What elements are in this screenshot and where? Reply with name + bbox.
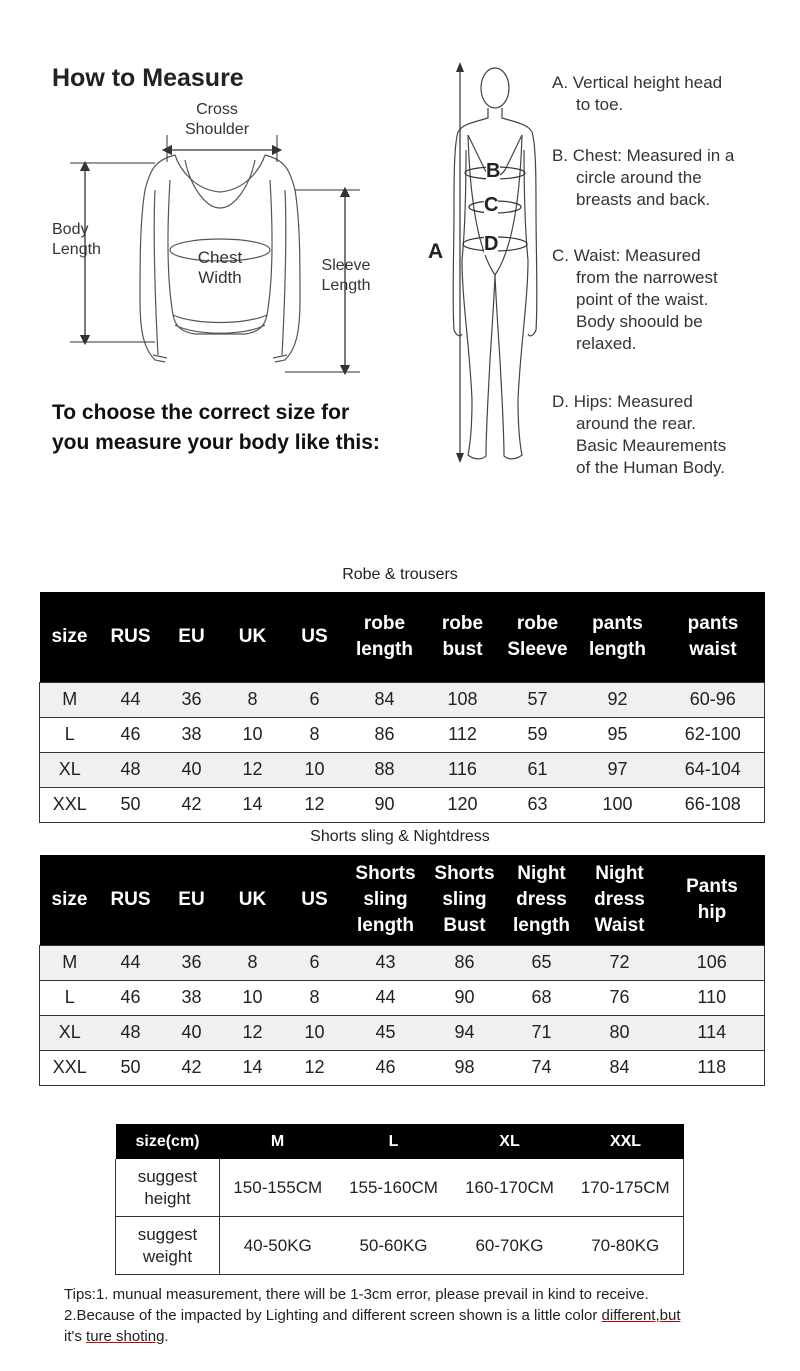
point-b-label: B bbox=[486, 160, 501, 182]
table-cell: 120 bbox=[424, 787, 502, 822]
table1-header-row bbox=[40, 592, 765, 682]
table-cell: 12 bbox=[284, 1050, 346, 1085]
table-cell: 98 bbox=[426, 1050, 504, 1085]
table-cell: 10 bbox=[222, 717, 284, 752]
table-cell: 94 bbox=[426, 1015, 504, 1050]
table-cell: 80 bbox=[580, 1015, 660, 1050]
table-cell: 12 bbox=[222, 752, 284, 787]
table-cell: 48 bbox=[100, 752, 162, 787]
table-cell: 8 bbox=[222, 682, 284, 717]
table-cell: 155-160CM bbox=[336, 1159, 452, 1217]
column-header: M bbox=[220, 1124, 336, 1159]
column-header: US bbox=[284, 592, 346, 682]
table-cell: 50 bbox=[100, 1050, 162, 1085]
table-cell: 57 bbox=[502, 682, 574, 717]
table-cell: 90 bbox=[426, 980, 504, 1015]
table-cell: 112 bbox=[424, 717, 502, 752]
table-cell: 118 bbox=[660, 1050, 765, 1085]
table-cell: 62-100 bbox=[662, 717, 765, 752]
shorts-nightdress-size-table bbox=[39, 855, 765, 1086]
table-cell: 6 bbox=[284, 945, 346, 980]
column-header: robe length bbox=[346, 592, 424, 682]
table-cell: 150-155CM bbox=[220, 1159, 336, 1217]
table-cell: 40 bbox=[162, 1015, 222, 1050]
table-cell: XL bbox=[40, 752, 100, 787]
table-cell: 92 bbox=[574, 682, 662, 717]
column-header: Pants hip bbox=[660, 855, 765, 945]
table-cell: L bbox=[40, 717, 100, 752]
column-header: Night dress length bbox=[504, 855, 580, 945]
table-cell: 12 bbox=[284, 787, 346, 822]
table-row bbox=[40, 980, 765, 1015]
choose-size-instruction: To choose the correct size for you measure your body like this: bbox=[52, 401, 380, 454]
table-cell: 84 bbox=[346, 682, 424, 717]
table-cell: 76 bbox=[580, 980, 660, 1015]
table-cell: 95 bbox=[574, 717, 662, 752]
column-header: RUS bbox=[100, 855, 162, 945]
table-cell: 12 bbox=[222, 1015, 284, 1050]
table-row bbox=[40, 752, 765, 787]
table-cell: 61 bbox=[502, 752, 574, 787]
table-row bbox=[40, 1015, 765, 1050]
table-cell: 106 bbox=[660, 945, 765, 980]
table-cell: 63 bbox=[502, 787, 574, 822]
column-header: size bbox=[40, 855, 100, 945]
column-header: robe bust bbox=[424, 592, 502, 682]
table-cell: 42 bbox=[162, 1050, 222, 1085]
table-cell: 44 bbox=[346, 980, 426, 1015]
table-cell: 40 bbox=[162, 752, 222, 787]
table-cell: XXL bbox=[40, 1050, 100, 1085]
table-cell: 38 bbox=[162, 980, 222, 1015]
body-length-label: Body Length bbox=[52, 221, 101, 258]
row-label: suggest weight bbox=[116, 1217, 220, 1275]
table-cell: 60-70KG bbox=[452, 1217, 568, 1275]
table-cell: 116 bbox=[424, 752, 502, 787]
column-header: Shorts sling length bbox=[346, 855, 426, 945]
table-cell: 88 bbox=[346, 752, 424, 787]
table-cell: 43 bbox=[346, 945, 426, 980]
sleeve-length-label: Sleeve Length bbox=[321, 257, 371, 294]
column-header: Night dress Waist bbox=[580, 855, 660, 945]
table-cell: 8 bbox=[222, 945, 284, 980]
table-cell: 160-170CM bbox=[452, 1159, 568, 1217]
column-header: pants length bbox=[574, 592, 662, 682]
table-cell: 48 bbox=[100, 1015, 162, 1050]
table-cell: L bbox=[40, 980, 100, 1015]
desc-waist: C. Waist: Measured from the narrowest point of the waist. Body shoould be relaxed. bbox=[552, 246, 718, 353]
table1-caption: Robe & trousers bbox=[342, 566, 458, 583]
table-cell: 36 bbox=[162, 945, 222, 980]
table-cell: 42 bbox=[162, 787, 222, 822]
table-cell: 71 bbox=[504, 1015, 580, 1050]
table-cell: 59 bbox=[502, 717, 574, 752]
column-header: EU bbox=[162, 855, 222, 945]
table-cell: 68 bbox=[504, 980, 580, 1015]
desc-vertical-height: A. Vertical height head to toe. bbox=[552, 73, 723, 114]
table-cell: 46 bbox=[100, 980, 162, 1015]
table-row bbox=[116, 1159, 684, 1217]
table-cell: 46 bbox=[100, 717, 162, 752]
robe-trousers-size-table bbox=[39, 592, 765, 823]
table-cell: 84 bbox=[580, 1050, 660, 1085]
column-header: Shorts sling Bust bbox=[426, 855, 504, 945]
table-cell: 8 bbox=[284, 980, 346, 1015]
table-cell: XXL bbox=[40, 787, 100, 822]
point-d-label: D bbox=[484, 233, 499, 255]
table-cell: 36 bbox=[162, 682, 222, 717]
column-header: robe Sleeve bbox=[502, 592, 574, 682]
table-cell: 40-50KG bbox=[220, 1217, 336, 1275]
table-row bbox=[116, 1217, 684, 1275]
desc-hips: D. Hips: Measured around the rear. Basic Meaurements of the Human Body. bbox=[552, 392, 727, 477]
table-cell: 50-60KG bbox=[336, 1217, 452, 1275]
table-cell: 86 bbox=[346, 717, 424, 752]
table-cell: 44 bbox=[100, 682, 162, 717]
table-cell: 65 bbox=[504, 945, 580, 980]
table-cell: 8 bbox=[284, 717, 346, 752]
table-cell: 45 bbox=[346, 1015, 426, 1050]
column-header: UK bbox=[222, 855, 284, 945]
column-header: size bbox=[40, 592, 100, 682]
column-header: US bbox=[284, 855, 346, 945]
column-header: size(cm) bbox=[116, 1124, 220, 1159]
page-title: How to Measure bbox=[52, 64, 244, 92]
row-label: suggest height bbox=[116, 1159, 220, 1217]
suggest-header-row bbox=[116, 1124, 684, 1159]
table-cell: 70-80KG bbox=[568, 1217, 684, 1275]
table-cell: 46 bbox=[346, 1050, 426, 1085]
point-c-label: C bbox=[484, 194, 499, 216]
table-cell: M bbox=[40, 682, 100, 717]
table-row bbox=[40, 717, 765, 752]
table-row bbox=[40, 945, 765, 980]
table-cell: 10 bbox=[284, 752, 346, 787]
table-cell: 10 bbox=[284, 1015, 346, 1050]
table-cell: M bbox=[40, 945, 100, 980]
table-cell: 64-104 bbox=[662, 752, 765, 787]
column-header: pants waist bbox=[662, 592, 765, 682]
table-cell: 60-96 bbox=[662, 682, 765, 717]
table-cell: 6 bbox=[284, 682, 346, 717]
tips-text: Tips:1. munual measurement, there will be 1-3cm error, please prevail in kind to receive. 2.Because of the impacted by Lighting and different screen shown is a little color different,but it's ture shoting. bbox=[64, 1286, 681, 1345]
table-cell: 74 bbox=[504, 1050, 580, 1085]
table2-header-row bbox=[40, 855, 765, 945]
table-row bbox=[40, 787, 765, 822]
table-cell: 14 bbox=[222, 787, 284, 822]
table-cell: 90 bbox=[346, 787, 424, 822]
table-cell: 10 bbox=[222, 980, 284, 1015]
human-body-diagram bbox=[440, 60, 550, 470]
table-cell: 38 bbox=[162, 717, 222, 752]
table-cell: 72 bbox=[580, 945, 660, 980]
table-cell: XL bbox=[40, 1015, 100, 1050]
chest-width-label: Chest Width bbox=[197, 248, 243, 287]
column-header: UK bbox=[222, 592, 284, 682]
table-cell: 114 bbox=[660, 1015, 765, 1050]
table-cell: 100 bbox=[574, 787, 662, 822]
table-row bbox=[40, 682, 765, 717]
table-cell: 108 bbox=[424, 682, 502, 717]
table-cell: 44 bbox=[100, 945, 162, 980]
column-header: EU bbox=[162, 592, 222, 682]
column-header: L bbox=[336, 1124, 452, 1159]
table-cell: 170-175CM bbox=[568, 1159, 684, 1217]
table-cell: 110 bbox=[660, 980, 765, 1015]
table-cell: 14 bbox=[222, 1050, 284, 1085]
table-cell: 86 bbox=[426, 945, 504, 980]
table-cell: 97 bbox=[574, 752, 662, 787]
table-row bbox=[40, 1050, 765, 1085]
table-cell: 66-108 bbox=[662, 787, 765, 822]
column-header: RUS bbox=[100, 592, 162, 682]
desc-chest: B. Chest: Measured in a circle around the breasts and back. bbox=[552, 146, 735, 209]
table-cell: 50 bbox=[100, 787, 162, 822]
column-header: XXL bbox=[568, 1124, 684, 1159]
cross-shoulder-label: Cross Shoulder bbox=[184, 101, 250, 138]
point-a-label: A bbox=[428, 240, 444, 263]
column-header: XL bbox=[452, 1124, 568, 1159]
table2-caption: Shorts sling & Nightdress bbox=[310, 828, 490, 845]
suggest-size-table bbox=[115, 1124, 684, 1275]
